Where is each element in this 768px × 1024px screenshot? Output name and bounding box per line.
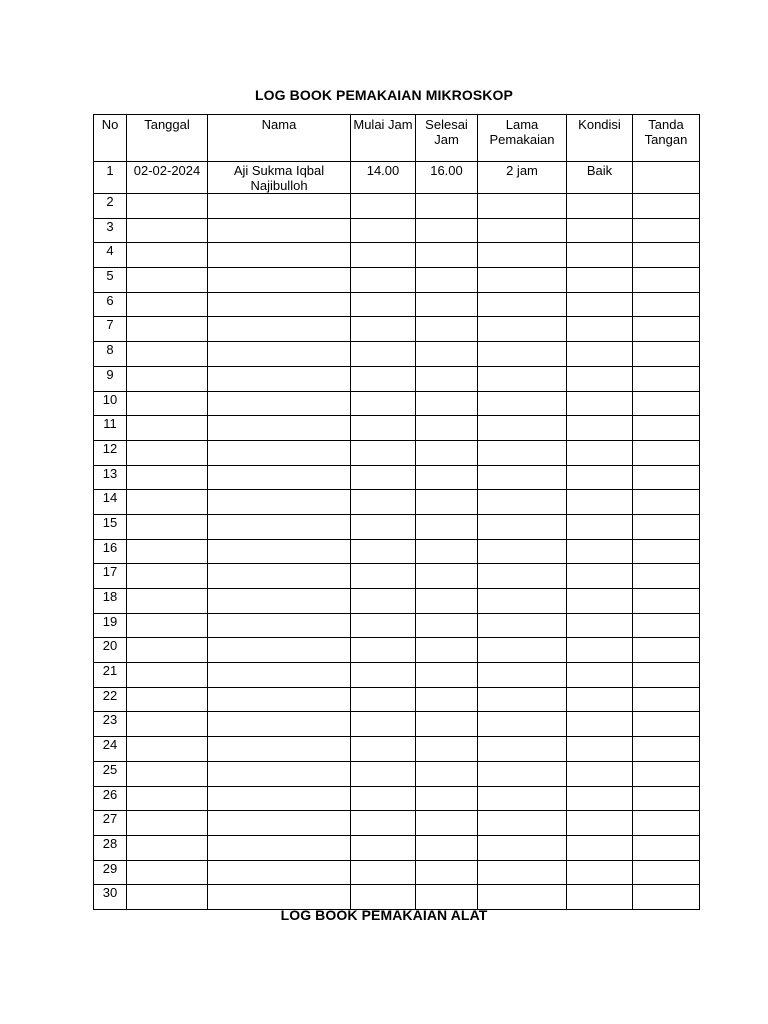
cell-kondisi (567, 663, 633, 688)
header-no: No (94, 115, 127, 162)
cell-no: 19 (94, 613, 127, 638)
cell-lama-pemakaian (478, 539, 567, 564)
cell-selesai-jam (416, 885, 478, 910)
cell-no: 11 (94, 416, 127, 441)
cell-selesai-jam (416, 366, 478, 391)
cell-mulai-jam (351, 737, 416, 762)
page-title: LOG BOOK PEMAKAIAN MIKROSKOP (255, 87, 513, 103)
cell-selesai-jam (416, 514, 478, 539)
table-row (94, 342, 700, 367)
cell-mulai-jam (351, 885, 416, 910)
cell-no: 18 (94, 589, 127, 614)
cell-lama-pemakaian (478, 737, 567, 762)
cell-no: 1 (94, 162, 127, 194)
cell-nama (208, 663, 351, 688)
cell-nama (208, 687, 351, 712)
table-row (94, 243, 700, 268)
cell-tanda-tangan (633, 712, 700, 737)
cell-selesai-jam (416, 860, 478, 885)
cell-selesai-jam (416, 218, 478, 243)
cell-no: 5 (94, 268, 127, 293)
cell-mulai-jam (351, 589, 416, 614)
cell-nama (208, 835, 351, 860)
cell-tanda-tangan (633, 490, 700, 515)
table-row (94, 514, 700, 539)
cell-nama (208, 465, 351, 490)
cell-no: 27 (94, 811, 127, 836)
cell-kondisi (567, 317, 633, 342)
cell-tanggal: 02-02-2024 (127, 162, 208, 194)
cell-mulai-jam (351, 663, 416, 688)
table-row (94, 292, 700, 317)
cell-mulai-jam (351, 687, 416, 712)
cell-tanda-tangan (633, 391, 700, 416)
cell-selesai-jam (416, 687, 478, 712)
cell-nama (208, 737, 351, 762)
cell-kondisi (567, 885, 633, 910)
table-row (94, 440, 700, 465)
cell-mulai-jam (351, 613, 416, 638)
cell-nama (208, 564, 351, 589)
cell-lama-pemakaian (478, 465, 567, 490)
cell-tanda-tangan (633, 465, 700, 490)
cell-selesai-jam (416, 663, 478, 688)
cell-selesai-jam (416, 811, 478, 836)
cell-selesai-jam (416, 194, 478, 219)
cell-tanggal (127, 342, 208, 367)
cell-mulai-jam (351, 342, 416, 367)
cell-kondisi (567, 268, 633, 293)
cell-tanda-tangan (633, 687, 700, 712)
table-row (94, 490, 700, 515)
cell-kondisi (567, 564, 633, 589)
table-row (94, 737, 700, 762)
cell-lama-pemakaian (478, 268, 567, 293)
cell-kondisi (567, 465, 633, 490)
cell-tanda-tangan (633, 638, 700, 663)
cell-no: 21 (94, 663, 127, 688)
header-lama-pemakaian: Lama Pemakaian (478, 115, 567, 162)
cell-nama (208, 811, 351, 836)
cell-nama (208, 342, 351, 367)
cell-no: 16 (94, 539, 127, 564)
cell-lama-pemakaian (478, 366, 567, 391)
cell-tanda-tangan (633, 811, 700, 836)
cell-lama-pemakaian (478, 490, 567, 515)
cell-tanggal (127, 416, 208, 441)
cell-lama-pemakaian (478, 860, 567, 885)
cell-no: 14 (94, 490, 127, 515)
cell-selesai-jam (416, 292, 478, 317)
cell-kondisi (567, 194, 633, 219)
cell-no: 4 (94, 243, 127, 268)
cell-kondisi (567, 613, 633, 638)
cell-selesai-jam (416, 465, 478, 490)
cell-lama-pemakaian (478, 514, 567, 539)
cell-selesai-jam (416, 490, 478, 515)
cell-selesai-jam (416, 564, 478, 589)
cell-tanggal (127, 885, 208, 910)
cell-lama-pemakaian (478, 663, 567, 688)
cell-mulai-jam (351, 268, 416, 293)
cell-lama-pemakaian (478, 440, 567, 465)
cell-tanggal (127, 786, 208, 811)
table-row (94, 366, 700, 391)
cell-mulai-jam (351, 243, 416, 268)
cell-mulai-jam (351, 490, 416, 515)
cell-kondisi (567, 342, 633, 367)
cell-kondisi (567, 514, 633, 539)
header-tanggal: Tanggal (127, 115, 208, 162)
cell-nama (208, 490, 351, 515)
header-selesai-jam: Selesai Jam (416, 115, 478, 162)
cell-tanggal (127, 292, 208, 317)
table-row (94, 885, 700, 910)
cell-no: 23 (94, 712, 127, 737)
cell-nama (208, 292, 351, 317)
cell-tanda-tangan (633, 761, 700, 786)
cell-tanggal (127, 194, 208, 219)
cell-tanggal (127, 589, 208, 614)
cell-lama-pemakaian (478, 391, 567, 416)
footer-title: LOG BOOK PEMAKAIAN ALAT (280, 907, 488, 923)
cell-tanggal (127, 539, 208, 564)
cell-tanggal (127, 835, 208, 860)
cell-kondisi (567, 786, 633, 811)
cell-mulai-jam (351, 860, 416, 885)
cell-tanggal (127, 761, 208, 786)
table-row (94, 835, 700, 860)
cell-kondisi (567, 712, 633, 737)
cell-no: 10 (94, 391, 127, 416)
cell-mulai-jam (351, 638, 416, 663)
log-table (93, 114, 700, 910)
cell-mulai-jam (351, 712, 416, 737)
cell-lama-pemakaian (478, 416, 567, 441)
cell-kondisi (567, 589, 633, 614)
cell-nama (208, 268, 351, 293)
cell-lama-pemakaian (478, 218, 567, 243)
cell-lama-pemakaian (478, 317, 567, 342)
cell-nama (208, 317, 351, 342)
table-row (94, 638, 700, 663)
cell-nama (208, 786, 351, 811)
cell-kondisi: Baik (567, 162, 633, 194)
cell-nama (208, 539, 351, 564)
cell-mulai-jam (351, 811, 416, 836)
cell-selesai-jam (416, 613, 478, 638)
cell-nama (208, 243, 351, 268)
cell-tanggal (127, 811, 208, 836)
cell-kondisi (567, 835, 633, 860)
cell-no: 29 (94, 860, 127, 885)
cell-kondisi (567, 811, 633, 836)
header-nama: Nama (208, 115, 351, 162)
cell-tanggal (127, 268, 208, 293)
cell-tanggal (127, 317, 208, 342)
table-row (94, 687, 700, 712)
cell-lama-pemakaian (478, 564, 567, 589)
cell-tanggal (127, 613, 208, 638)
cell-no: 2 (94, 194, 127, 219)
cell-selesai-jam (416, 786, 478, 811)
cell-no: 17 (94, 564, 127, 589)
header-mulai-jam: Mulai Jam (351, 115, 416, 162)
cell-selesai-jam (416, 342, 478, 367)
cell-lama-pemakaian (478, 243, 567, 268)
table-row (94, 761, 700, 786)
cell-nama (208, 440, 351, 465)
cell-tanda-tangan (633, 218, 700, 243)
cell-kondisi (567, 440, 633, 465)
cell-tanda-tangan (633, 162, 700, 194)
cell-no: 20 (94, 638, 127, 663)
cell-lama-pemakaian (478, 835, 567, 860)
cell-nama (208, 514, 351, 539)
cell-selesai-jam (416, 761, 478, 786)
cell-tanda-tangan (633, 539, 700, 564)
cell-nama (208, 218, 351, 243)
cell-nama (208, 613, 351, 638)
cell-tanggal (127, 465, 208, 490)
cell-tanda-tangan (633, 835, 700, 860)
cell-kondisi (567, 391, 633, 416)
cell-mulai-jam (351, 465, 416, 490)
table-row (94, 317, 700, 342)
cell-nama (208, 885, 351, 910)
cell-nama (208, 712, 351, 737)
table-row (94, 268, 700, 293)
cell-selesai-jam (416, 416, 478, 441)
cell-kondisi (567, 687, 633, 712)
cell-tanggal (127, 391, 208, 416)
table-body (94, 162, 700, 910)
table-row (94, 391, 700, 416)
table-row (94, 465, 700, 490)
cell-no: 9 (94, 366, 127, 391)
cell-tanggal (127, 440, 208, 465)
cell-mulai-jam (351, 194, 416, 219)
cell-mulai-jam (351, 317, 416, 342)
cell-nama (208, 860, 351, 885)
cell-selesai-jam (416, 835, 478, 860)
cell-mulai-jam (351, 835, 416, 860)
table-row (94, 589, 700, 614)
cell-nama (208, 638, 351, 663)
cell-mulai-jam (351, 218, 416, 243)
cell-nama (208, 416, 351, 441)
cell-lama-pemakaian (478, 638, 567, 663)
cell-kondisi (567, 761, 633, 786)
cell-mulai-jam (351, 539, 416, 564)
header-tanda-tangan: Tanda Tangan (633, 115, 700, 162)
cell-no: 26 (94, 786, 127, 811)
cell-kondisi (567, 292, 633, 317)
cell-tanda-tangan (633, 366, 700, 391)
cell-tanda-tangan (633, 663, 700, 688)
cell-kondisi (567, 416, 633, 441)
cell-selesai-jam (416, 638, 478, 663)
cell-tanggal (127, 564, 208, 589)
cell-lama-pemakaian (478, 292, 567, 317)
cell-lama-pemakaian (478, 687, 567, 712)
cell-selesai-jam (416, 712, 478, 737)
cell-tanda-tangan (633, 613, 700, 638)
cell-selesai-jam (416, 243, 478, 268)
cell-tanda-tangan (633, 243, 700, 268)
table-row (94, 613, 700, 638)
cell-tanda-tangan (633, 440, 700, 465)
cell-mulai-jam (351, 440, 416, 465)
cell-tanggal (127, 490, 208, 515)
cell-mulai-jam (351, 761, 416, 786)
cell-tanda-tangan (633, 737, 700, 762)
table-row (94, 416, 700, 441)
cell-tanggal (127, 638, 208, 663)
cell-mulai-jam (351, 564, 416, 589)
cell-tanda-tangan (633, 589, 700, 614)
cell-tanda-tangan (633, 885, 700, 910)
cell-mulai-jam (351, 416, 416, 441)
cell-tanda-tangan (633, 786, 700, 811)
cell-no: 7 (94, 317, 127, 342)
cell-lama-pemakaian (478, 194, 567, 219)
cell-no: 8 (94, 342, 127, 367)
cell-mulai-jam (351, 292, 416, 317)
cell-no: 15 (94, 514, 127, 539)
cell-kondisi (567, 490, 633, 515)
cell-no: 13 (94, 465, 127, 490)
cell-tanda-tangan (633, 416, 700, 441)
cell-kondisi (567, 860, 633, 885)
cell-lama-pemakaian (478, 613, 567, 638)
cell-lama-pemakaian (478, 885, 567, 910)
cell-tanggal (127, 366, 208, 391)
cell-selesai-jam (416, 391, 478, 416)
table-header-row (94, 115, 700, 162)
cell-nama (208, 589, 351, 614)
table-row (94, 786, 700, 811)
cell-lama-pemakaian (478, 589, 567, 614)
cell-kondisi (567, 737, 633, 762)
cell-tanggal (127, 218, 208, 243)
cell-selesai-jam (416, 268, 478, 293)
cell-no: 30 (94, 885, 127, 910)
cell-selesai-jam (416, 589, 478, 614)
table-row (94, 811, 700, 836)
table-row (94, 218, 700, 243)
cell-lama-pemakaian (478, 342, 567, 367)
cell-tanggal (127, 663, 208, 688)
cell-nama (208, 194, 351, 219)
cell-no: 24 (94, 737, 127, 762)
cell-selesai-jam (416, 539, 478, 564)
cell-selesai-jam (416, 737, 478, 762)
cell-tanggal (127, 687, 208, 712)
cell-kondisi (567, 539, 633, 564)
cell-tanda-tangan (633, 317, 700, 342)
cell-tanda-tangan (633, 342, 700, 367)
cell-tanda-tangan (633, 514, 700, 539)
table-row (94, 663, 700, 688)
table-row (94, 564, 700, 589)
cell-mulai-jam (351, 514, 416, 539)
cell-tanda-tangan (633, 292, 700, 317)
cell-kondisi (567, 638, 633, 663)
cell-nama (208, 391, 351, 416)
cell-nama (208, 366, 351, 391)
cell-mulai-jam (351, 366, 416, 391)
table-row (94, 712, 700, 737)
cell-tanggal (127, 737, 208, 762)
table-row (94, 194, 700, 219)
cell-mulai-jam: 14.00 (351, 162, 416, 194)
cell-tanda-tangan (633, 194, 700, 219)
cell-tanggal (127, 243, 208, 268)
cell-kondisi (567, 243, 633, 268)
cell-no: 25 (94, 761, 127, 786)
cell-tanggal (127, 712, 208, 737)
cell-nama: Aji Sukma Iqbal Najibulloh (208, 162, 351, 194)
cell-selesai-jam (416, 440, 478, 465)
table-row (94, 539, 700, 564)
cell-selesai-jam (416, 317, 478, 342)
cell-no: 28 (94, 835, 127, 860)
cell-lama-pemakaian (478, 786, 567, 811)
table-row (94, 162, 700, 194)
cell-mulai-jam (351, 786, 416, 811)
cell-tanggal (127, 514, 208, 539)
cell-no: 22 (94, 687, 127, 712)
table-row (94, 860, 700, 885)
cell-lama-pemakaian (478, 811, 567, 836)
cell-selesai-jam: 16.00 (416, 162, 478, 194)
cell-lama-pemakaian: 2 jam (478, 162, 567, 194)
cell-tanda-tangan (633, 268, 700, 293)
cell-tanda-tangan (633, 564, 700, 589)
cell-nama (208, 761, 351, 786)
cell-no: 12 (94, 440, 127, 465)
cell-no: 6 (94, 292, 127, 317)
cell-tanda-tangan (633, 860, 700, 885)
cell-tanggal (127, 860, 208, 885)
cell-no: 3 (94, 218, 127, 243)
cell-kondisi (567, 366, 633, 391)
cell-lama-pemakaian (478, 761, 567, 786)
cell-lama-pemakaian (478, 712, 567, 737)
cell-kondisi (567, 218, 633, 243)
header-kondisi: Kondisi (567, 115, 633, 162)
cell-mulai-jam (351, 391, 416, 416)
